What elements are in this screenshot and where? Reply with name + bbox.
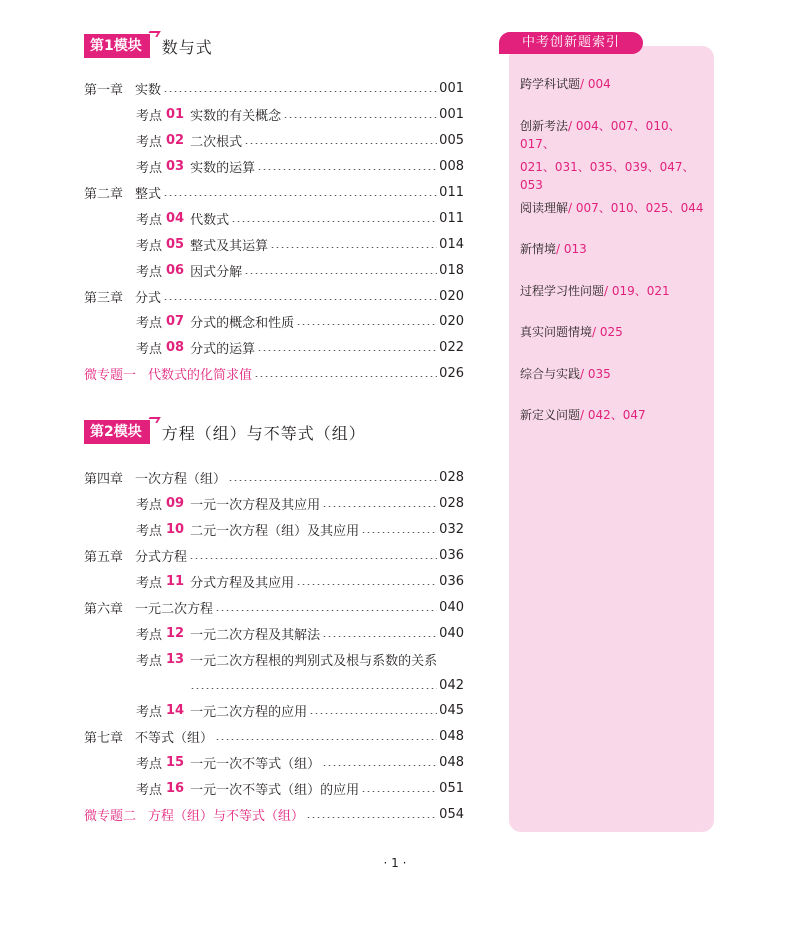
toc-label: 微专题二 <box>84 809 137 825</box>
toc-number: 09 <box>166 496 185 512</box>
toc-page-number: 018 <box>439 262 464 278</box>
toc-title: 整式及其运算 <box>190 238 269 254</box>
toc-label: 考点 <box>136 135 163 151</box>
toc-topic-row[interactable] <box>84 776 464 802</box>
toc-page-number: 011 <box>439 210 464 226</box>
toc-label: 考点 <box>136 498 163 514</box>
leader-dots <box>322 765 437 766</box>
toc-label: 考点 <box>136 109 163 125</box>
leader-dots <box>306 817 437 818</box>
toc-number: 13 <box>166 651 185 667</box>
toc-page-number: 011 <box>439 185 464 200</box>
toc-chapter-row[interactable] <box>84 724 464 750</box>
index-entry[interactable]: 真实问题情境/ 025 <box>520 325 623 339</box>
leader-dots <box>254 376 437 377</box>
toc-label: 第五章 <box>84 550 124 566</box>
toc-page-number: 001 <box>439 107 464 123</box>
toc-title: 实数 <box>135 83 162 99</box>
toc-title: 一元二次方程 <box>135 601 214 617</box>
toc-page-number: 028 <box>439 470 464 486</box>
toc-topic-row[interactable] <box>84 646 464 672</box>
toc-label: 第七章 <box>84 731 124 747</box>
module-title: 方程（组）与不等式（组） <box>161 423 366 443</box>
toc-label: 考点 <box>136 576 163 591</box>
toc-page-number: 036 <box>439 574 464 589</box>
toc-title: 一元二次方程及其解法 <box>190 627 321 643</box>
toc-chapter-row[interactable] <box>84 283 464 309</box>
leader-dots <box>309 713 437 714</box>
toc-page-number: 045 <box>439 703 464 719</box>
leader-dots <box>322 506 437 507</box>
toc-number: 08 <box>166 340 185 356</box>
toc-page-number: 022 <box>439 340 464 356</box>
leader-dots <box>190 688 437 689</box>
toc-number: 07 <box>166 314 185 330</box>
toc-page-number: 020 <box>439 314 464 330</box>
toc-label: 微专题一 <box>84 368 137 384</box>
toc-page-number: 020 <box>439 288 464 304</box>
toc-label: 考点 <box>136 524 163 540</box>
toc-number: 16 <box>166 781 185 797</box>
toc-title: 一元二次方程的应用 <box>190 705 308 721</box>
leader-dots <box>163 195 437 196</box>
toc-topic-row[interactable] <box>84 750 464 776</box>
leader-dots <box>215 610 437 611</box>
leader-dots <box>257 169 437 170</box>
toc-page-number: 040 <box>439 599 464 615</box>
leader-dots <box>296 324 437 325</box>
module-badge: 第2模块 <box>84 420 150 444</box>
toc-label: 考点 <box>136 316 163 332</box>
module-1-toc <box>84 76 464 387</box>
leader-dots <box>283 117 437 118</box>
index-entry[interactable]: 创新考法/ 004、007、010、017、 <box>520 119 681 151</box>
toc-title: 分式方程 <box>135 550 188 566</box>
leader-dots <box>163 91 437 92</box>
index-entry[interactable]: 过程学习性问题/ 019、021 <box>520 284 670 298</box>
toc-page-number: 036 <box>439 548 464 564</box>
toc-page-number: 028 <box>439 496 464 512</box>
toc-topic-row[interactable] <box>84 620 464 646</box>
toc-page-number: 051 <box>439 781 464 797</box>
toc-label: 考点 <box>136 342 163 358</box>
leader-dots <box>189 558 437 559</box>
toc-topic-row[interactable] <box>84 128 464 154</box>
toc-topic-row[interactable] <box>84 569 464 595</box>
toc-chapter-row[interactable] <box>84 465 464 491</box>
toc-number: 11 <box>166 574 185 589</box>
toc-title: 一元一次方程及其应用 <box>190 498 321 514</box>
leader-dots <box>163 299 437 300</box>
toc-page-number: 008 <box>439 159 464 175</box>
toc-label: 考点 <box>136 264 163 280</box>
index-entry[interactable]: 跨学科试题/ 004 <box>520 77 611 91</box>
toc-page-number: 014 <box>439 236 464 252</box>
leader-dots <box>270 247 437 248</box>
toc-title: 二元一次方程（组）及其应用 <box>190 524 360 540</box>
toc-number: 15 <box>166 755 185 771</box>
index-entry[interactable]: 新情境/ 013 <box>520 242 587 256</box>
toc-special-topic-row[interactable] <box>84 802 464 828</box>
index-entry[interactable]: 综合与实践/ 035 <box>520 367 611 381</box>
toc-number: 12 <box>166 625 185 641</box>
toc-label: 考点 <box>136 653 163 669</box>
toc-title: 整式 <box>135 187 162 202</box>
leader-dots <box>296 584 437 585</box>
toc-title: 分式 <box>135 290 162 306</box>
toc-title: 因式分解 <box>190 264 243 280</box>
leader-dots <box>231 221 437 222</box>
toc-title: 一元一次不等式（组） <box>190 757 321 773</box>
toc-page-number: 040 <box>439 625 464 641</box>
leader-dots <box>361 791 437 792</box>
toc-topic-row[interactable] <box>84 102 464 128</box>
toc-topic-row[interactable] <box>84 205 464 231</box>
toc-continuation-row[interactable] <box>84 672 464 698</box>
leader-dots <box>257 350 437 351</box>
toc-title: 分式方程及其应用 <box>190 576 295 591</box>
toc-special-topic-row[interactable] <box>84 361 464 387</box>
toc-chapter-row[interactable] <box>84 76 464 102</box>
toc-page-number: 001 <box>439 81 464 97</box>
toc-label: 第四章 <box>84 472 124 488</box>
leader-dots <box>244 273 437 274</box>
leader-dots <box>228 480 437 481</box>
toc-label: 考点 <box>136 757 163 773</box>
toc-label: 第一章 <box>84 83 124 99</box>
toc-title: 代数式 <box>190 212 230 228</box>
toc-topic-row[interactable] <box>84 154 464 180</box>
module-1-header <box>84 33 213 59</box>
toc-page-number: 054 <box>439 807 464 823</box>
toc-label: 考点 <box>136 212 163 228</box>
toc-label: 考点 <box>136 627 163 643</box>
index-entry[interactable]: 阅读理解/ 007、010、025、044 <box>520 201 704 215</box>
toc-title: 实数的有关概念 <box>190 109 282 125</box>
toc-title: 分式的概念和性质 <box>190 316 295 332</box>
toc-label: 第二章 <box>84 187 124 202</box>
leader-dots <box>215 739 437 740</box>
toc-title: 二次根式 <box>190 135 243 151</box>
toc-title: 一次方程（组） <box>135 472 227 488</box>
toc-label: 考点 <box>136 705 163 721</box>
toc-number: 05 <box>166 236 185 252</box>
toc-title: 实数的运算 <box>190 161 256 177</box>
toc-topic-row[interactable] <box>84 309 464 335</box>
toc-chapter-row[interactable] <box>84 180 464 206</box>
toc-label: 第三章 <box>84 290 124 306</box>
toc-title: 一元二次方程根的判别式及根与系数的关系 <box>190 653 438 669</box>
module-2-toc <box>84 465 464 827</box>
toc-title: 方程（组）与不等式（组） <box>148 809 305 825</box>
index-panel-title: 中考创新题索引 <box>499 32 643 54</box>
toc-label: 考点 <box>136 238 163 254</box>
leader-dots <box>361 532 437 533</box>
toc-label: 考点 <box>136 161 163 177</box>
toc-title: 代数式的化简求值 <box>148 368 253 384</box>
toc-number: 01 <box>166 107 185 123</box>
toc-title: 不等式（组） <box>135 731 214 747</box>
toc-page-number: 048 <box>439 755 464 771</box>
toc-page-number: 048 <box>439 729 464 745</box>
toc-label: 考点 <box>136 783 163 799</box>
index-entry[interactable]: 新定义问题/ 042、047 <box>520 408 646 422</box>
module-2-header <box>84 419 366 445</box>
page-number: · 1 · <box>383 856 407 870</box>
toc-number: 04 <box>166 210 185 226</box>
toc-topic-row[interactable] <box>84 517 464 543</box>
index-entry-continued[interactable]: 021、031、035、039、047、053 <box>520 160 695 192</box>
toc-title: 一元一次不等式（组）的应用 <box>190 783 360 799</box>
toc-chapter-row[interactable] <box>84 543 464 569</box>
leader-dots <box>244 143 437 144</box>
toc-topic-row[interactable] <box>84 231 464 257</box>
leader-dots <box>322 636 437 637</box>
toc-topic-row[interactable] <box>84 698 464 724</box>
toc-topic-row[interactable] <box>84 491 464 517</box>
toc-number: 02 <box>166 133 185 149</box>
toc-number: 10 <box>166 522 185 538</box>
module-title: 数与式 <box>161 37 213 57</box>
toc-page-number: 042 <box>439 677 464 693</box>
toc-number: 14 <box>166 703 185 719</box>
toc-topic-row[interactable] <box>84 257 464 283</box>
toc-page-number: 005 <box>439 133 464 149</box>
module-badge: 第1模块 <box>84 34 150 58</box>
toc-number: 03 <box>166 159 185 175</box>
toc-chapter-row[interactable] <box>84 594 464 620</box>
toc-topic-row[interactable] <box>84 335 464 361</box>
toc-number: 06 <box>166 262 185 278</box>
toc-label: 第六章 <box>84 601 124 617</box>
toc-page-number: 026 <box>439 366 464 382</box>
toc-title: 分式的运算 <box>190 342 256 358</box>
toc-page-number: 032 <box>439 522 464 538</box>
